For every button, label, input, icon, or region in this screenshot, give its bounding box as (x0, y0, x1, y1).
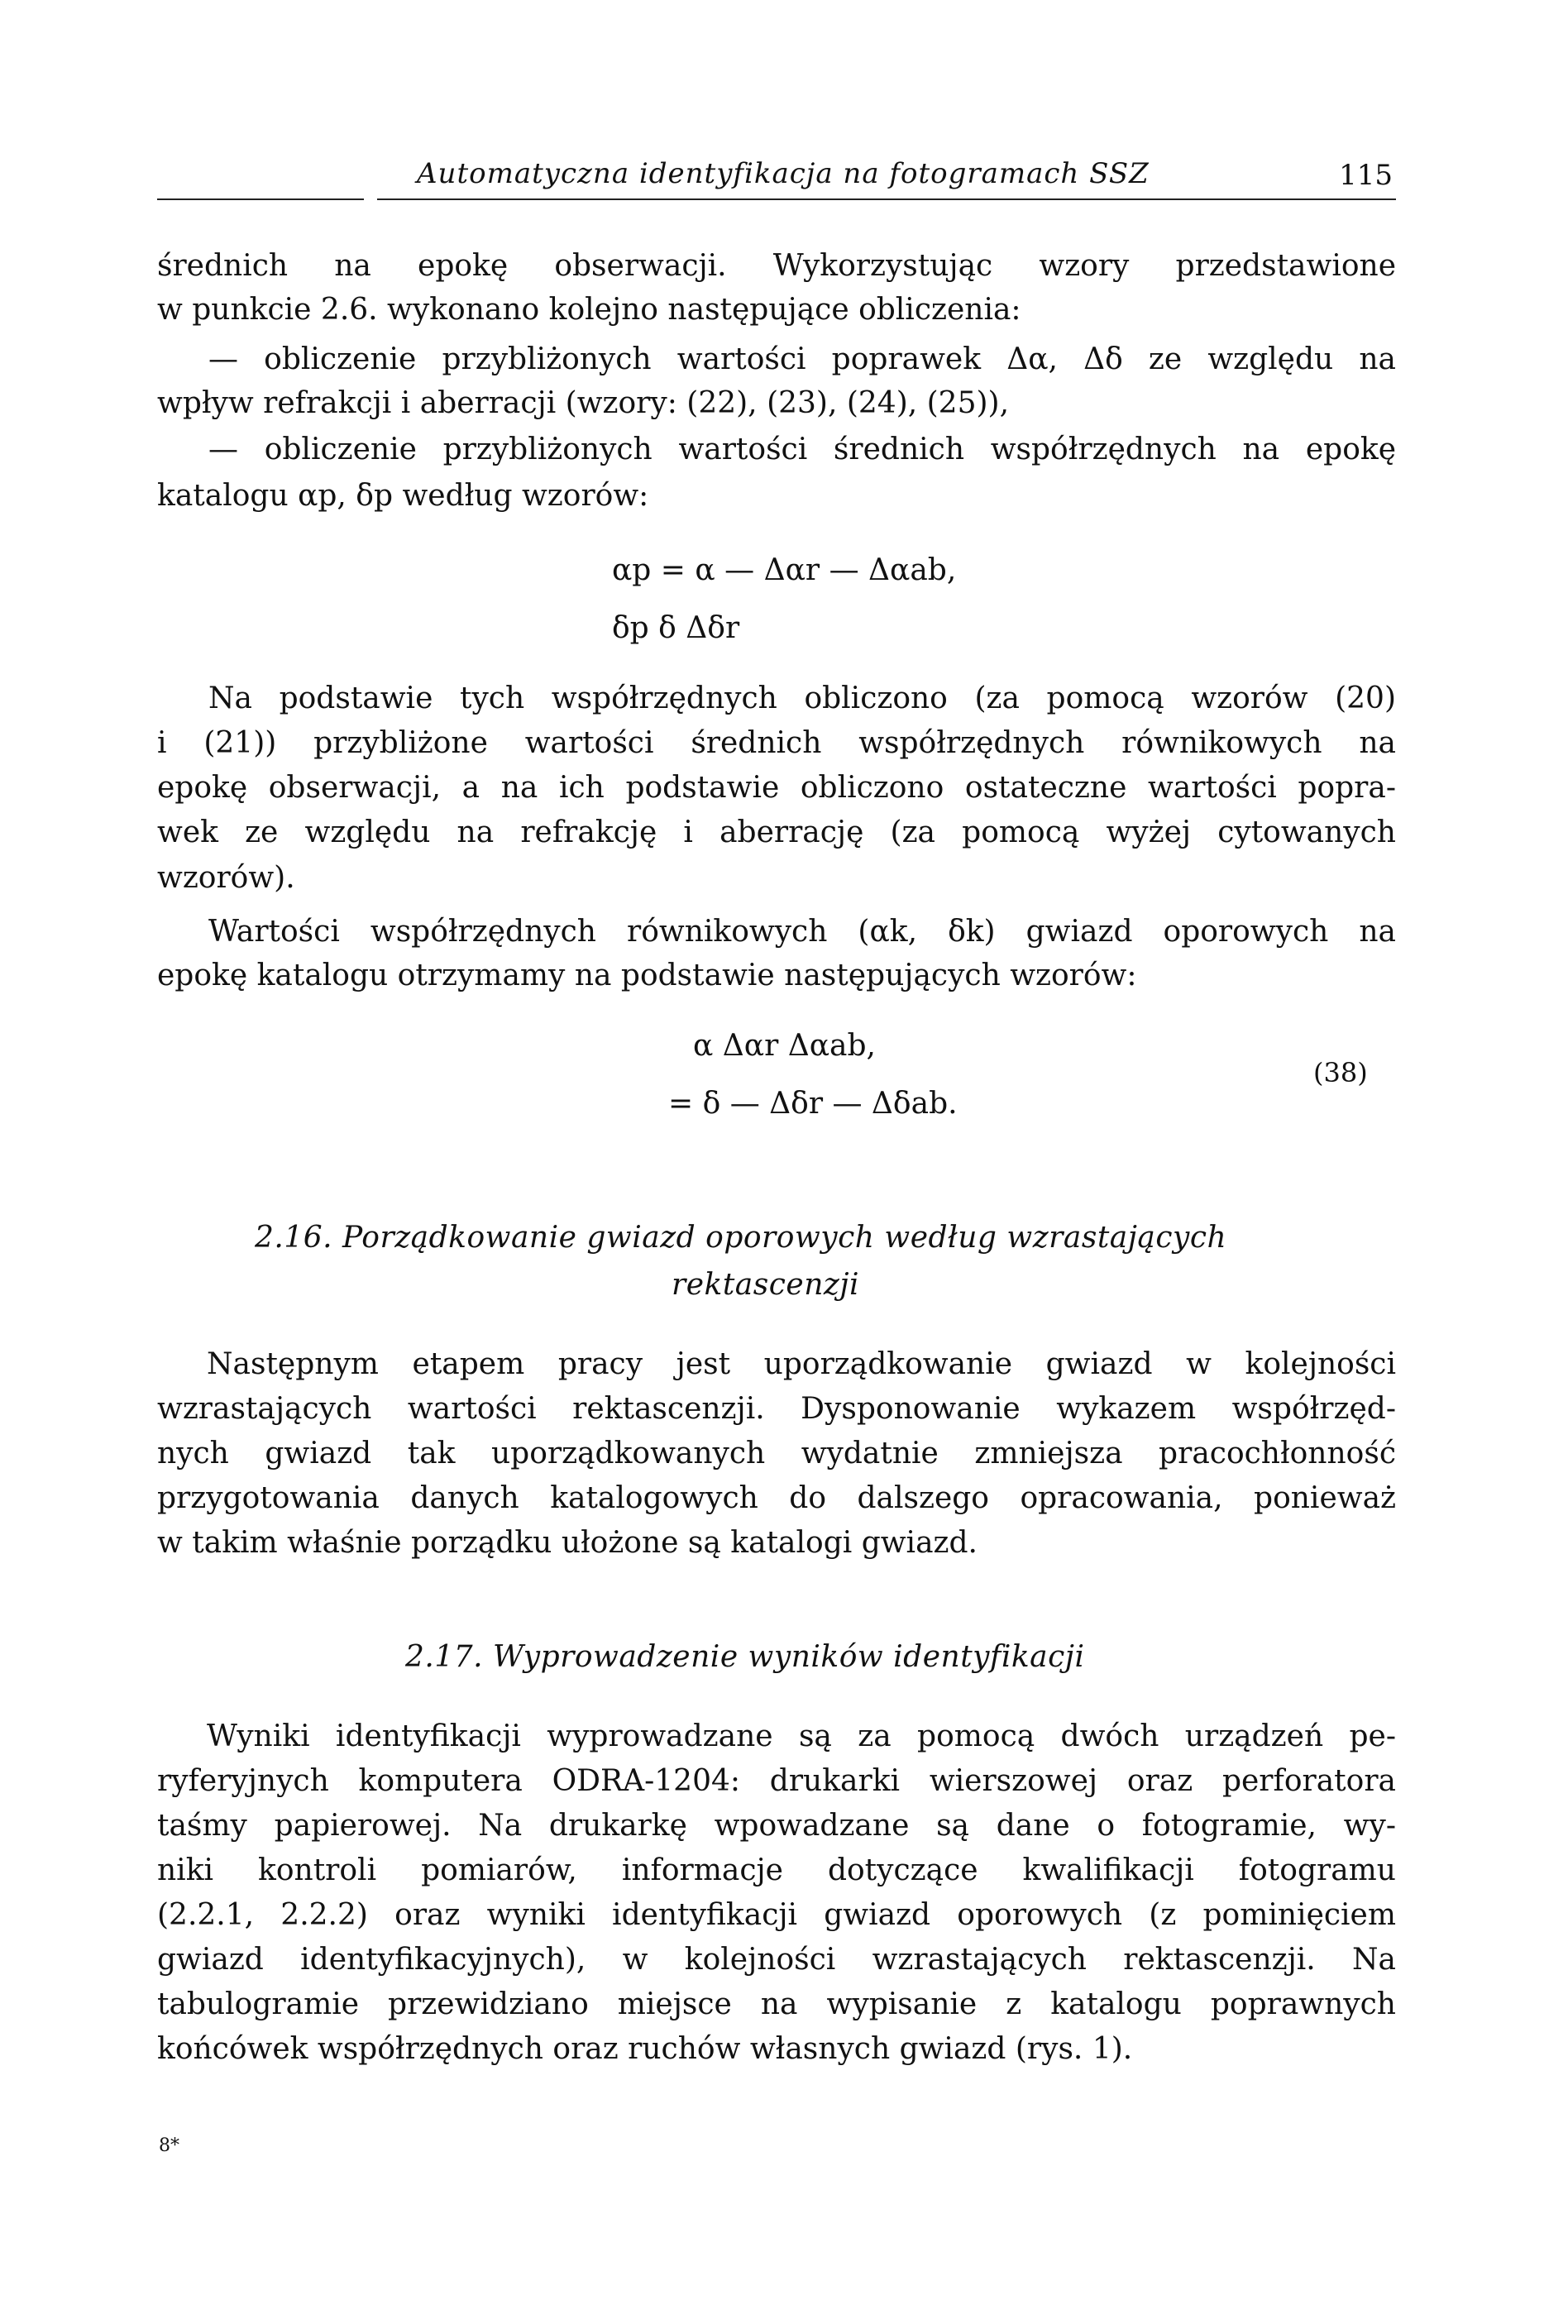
body-line: końcówek współrzędnych oraz ruchów własnych gwiazd (rys. 1). (157, 2032, 1133, 2066)
body-line: i (21)) przybliżone wartości średnich współrzędnych równikowych na (157, 726, 1396, 760)
body-line: epokę katalogu otrzymamy na podstawie następujących wzorów: (157, 959, 1137, 992)
body-line: przygotowania danych katalogowych do dalszego opracowania, ponieważ (157, 1481, 1396, 1515)
body-line: wpływ refrakcji i aberracji (wzory: (22), (23), (24), (25)), (157, 386, 1010, 420)
body-line: ryferyjnych komputera ODRA-1204: drukarki wierszowej oraz perforatora (157, 1764, 1396, 1798)
section-heading: 2.16. Porządkowanie gwiazd oporowych według wzrastających (255, 1221, 1227, 1255)
body-line: taśmy papierowej. Na drukarkę wpowadzane są dane o fotogramie, wy- (157, 1809, 1396, 1843)
body-line: w takim właśnie porządku ułożone są katalogi gwiazd. (157, 1526, 978, 1560)
body-line: niki kontroli pomiarów, informacje dotyczące kwalifikacji fotogramu (157, 1853, 1396, 1887)
body-line: Na podstawie tych współrzędnych obliczono (za pomocą wzorów (20) (208, 681, 1396, 715)
running-title: Automatyczna identyfikacja na fotogramach SSZ (417, 157, 1150, 190)
section-heading: 2.17. Wyprowadzenie wyników identyfikacji (405, 1640, 1085, 1674)
running-header (0, 157, 1568, 190)
body-line: tabulogramie przewidziano miejsce na wypisanie z katalogu poprawnych (157, 1987, 1396, 2021)
signature-mark: 8* (159, 2135, 179, 2156)
formula-alpha-k: α Δαr Δαab, (693, 1029, 876, 1063)
body-line: — obliczenie przybliżonych wartości poprawek Δα, Δδ ze względu na (208, 342, 1396, 376)
body-line: średnich na epokę obserwacji. Wykorzystując wzory przedstawione (157, 249, 1396, 283)
body-line: Wyniki identyfikacji wyprowadzane są za pomocą dwóch urządzeń pe- (207, 1719, 1396, 1753)
body-line: wzorów). (157, 861, 295, 895)
body-line: gwiazd identyfikacyjnych), w kolejności wzrastających rektascenzji. Na (157, 1943, 1396, 1977)
body-line: Wartości współrzędnych równikowych (αk, δk) gwiazd oporowych na (208, 915, 1396, 949)
body-line: katalogu αp, δp według wzorów: (157, 479, 649, 513)
body-line: — obliczenie przybliżonych wartości średnich współrzędnych na epokę (208, 433, 1396, 466)
body-line: Następnym etapem pracy jest uporządkowanie gwiazd w kolejności (207, 1347, 1396, 1381)
formula-delta-p: δp δ Δδr (612, 611, 740, 645)
body-line: nych gwiazd tak uporządkowanych wydatnie zmniejsza pracochłonność (157, 1437, 1396, 1470)
section-heading-cont: rektascenzji (672, 1268, 860, 1302)
formula-delta-k: = δ — Δδr — Δδab. (668, 1087, 958, 1121)
header-rule-left (157, 198, 364, 200)
body-line: (2.2.1, 2.2.2) oraz wyniki identyfikacji gwiazd oporowych (z pominięciem (157, 1898, 1396, 1932)
equation-number: (38) (1313, 1057, 1368, 1088)
formula-alpha-p: αp = α — Δαr — Δαab, (612, 553, 957, 587)
body-line: epokę obserwacji, a na ich podstawie obliczono ostateczne wartości popra- (157, 771, 1396, 805)
page-number: 115 (1339, 159, 1393, 192)
body-line: wzrastających wartości rektascenzji. Dysponowanie wykazem współrzęd- (157, 1392, 1396, 1426)
header-rule-right (377, 198, 1396, 200)
body-line: w punkcie 2.6. wykonano kolejno następujące obliczenia: (157, 293, 1021, 327)
body-line: wek ze względu na refrakcję i aberrację (za pomocą wyżej cytowanych (157, 815, 1396, 849)
